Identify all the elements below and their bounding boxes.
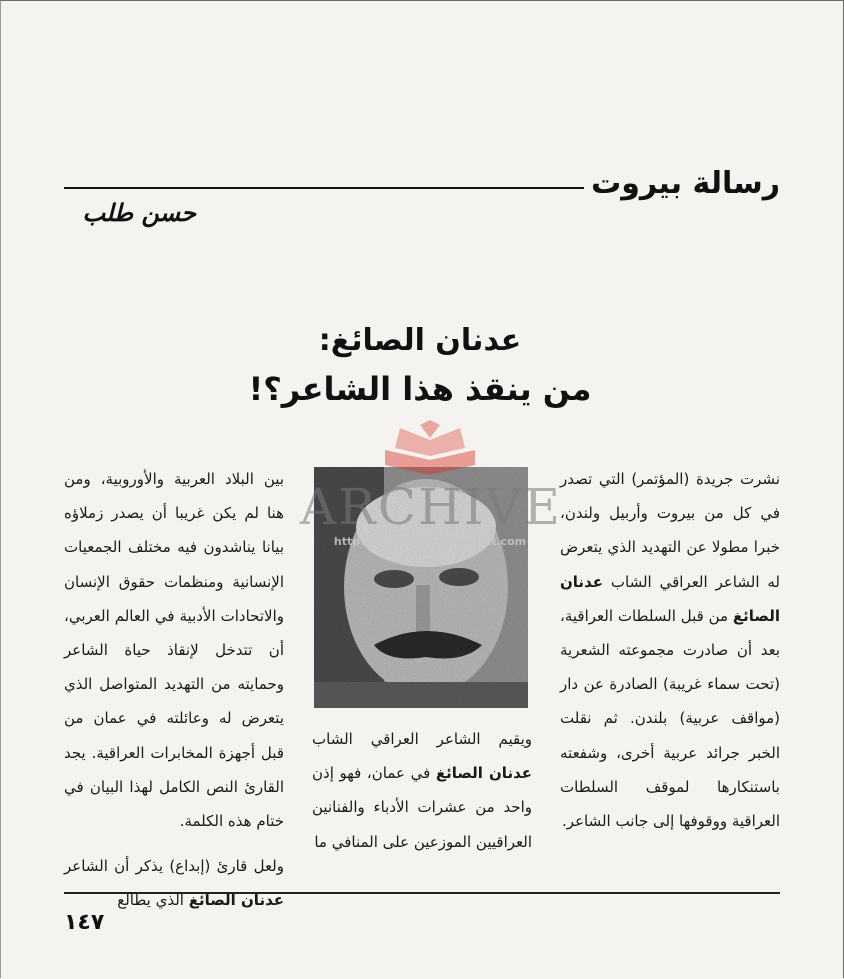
header-rule xyxy=(64,187,584,189)
article-title-line-2: من ينقذ هذا الشاعر؟! xyxy=(248,370,592,408)
paragraph: ولعل قارئ (إبداع) يذكر أن الشاعر عدنان الصائغ الذي يطالع xyxy=(64,857,284,910)
text-column-right xyxy=(560,462,780,838)
paragraph: ويقيم الشاعر العراقي الشاب عدنان الصائغ في عمان، فهو إذن واحد من عشرات الأدباء والفنانين العراقيين الموزعين على المنافي ما xyxy=(312,730,532,851)
poet-photo xyxy=(314,467,528,708)
paragraph: نشرت جريدة (المؤتمر) التي تصدر في كل من بيروت وأربيل ولندن، خبرا مطولا عن التهديد الذي يتعرض له الشاعر العراقي الشاب عدنان الصائغ من قبل السلطات العراقية، بعد أن صادرت مجموعته الشعرية (تحت سماء غريبة) الصادرة عن دار (مواقف عربية) بلندن. ثم نقلت الخبر جرائد عربية أخرى، وشفعته باستنكارها لموقف السلطات العراقية ووقوفها إلى جانب الشاعر. xyxy=(560,470,780,831)
article-title-line-1: عدنان الصائغ: xyxy=(318,323,522,358)
footer-rule xyxy=(64,892,780,894)
poet-name: عدنان الصائغ xyxy=(560,572,780,625)
poet-name: عدنان الصائغ xyxy=(188,891,284,910)
text-column-left xyxy=(64,462,284,918)
portrait-image xyxy=(314,467,528,708)
watermark-url: http://Archivebeta.Sakhrit.com xyxy=(333,535,527,548)
text-column-middle xyxy=(312,722,532,859)
watermark-text: ARCHIVE xyxy=(300,478,562,536)
author-name: حسن طلب xyxy=(82,198,196,227)
page-number: ١٤٧ xyxy=(64,910,105,935)
section-title: رسالة بيروت xyxy=(591,166,780,201)
poet-name: عدنان الصائغ xyxy=(435,764,532,783)
paragraph: بين البلاد العربية والأوروبية، ومن هنا لم يكن غريبا أن يصدر زملاؤه بيانا يناشدون فيه مختلف الجمعيات الإنسانية ومنظمات حقوق الإنسان والاتحادات الأدبية في العالم العربي، أن تتدخل لإنقاذ حياة الشاعر وحمايته من التهديد المتواصل الذي يتعرض له وعائلته في عمان من قبل أجهزة المخابرات العراقية. يجد القارئ النص الكامل لهذا البيان في ختام هذه الكلمة. xyxy=(64,470,284,831)
